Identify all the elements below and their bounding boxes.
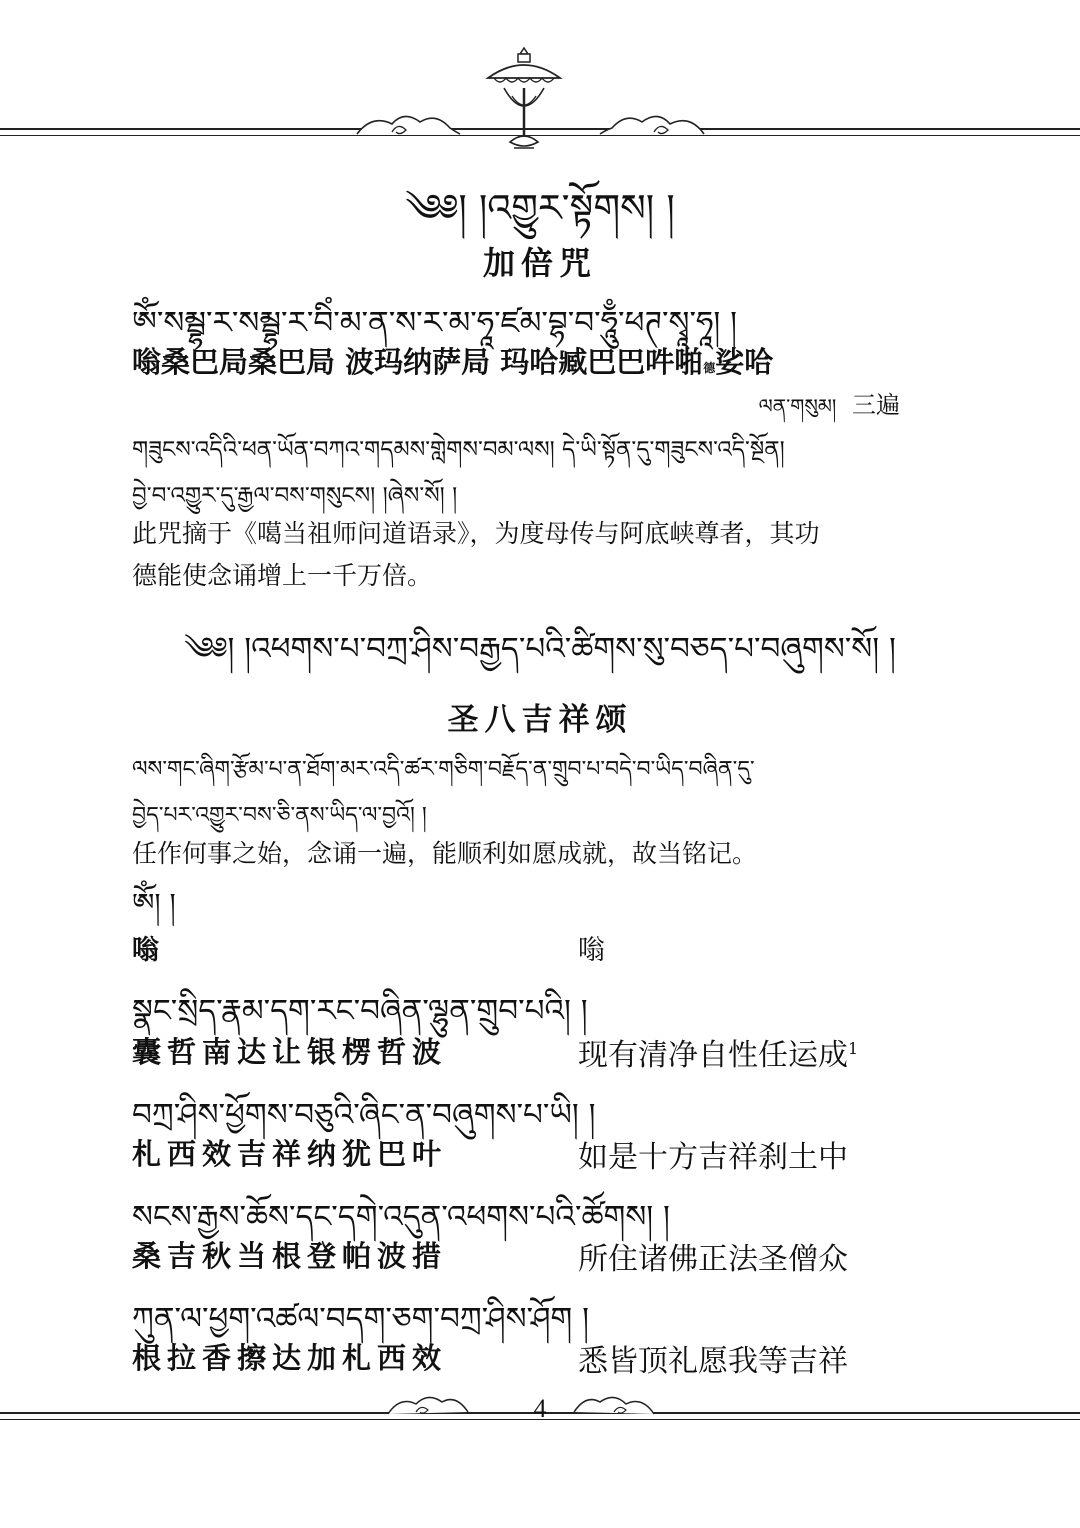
chinese-heading-2: 圣八吉祥颂 bbox=[447, 702, 633, 738]
verse-4-translation: 悉皆顶礼愿我等吉祥 bbox=[578, 1344, 848, 1379]
verse-3-tibetan: སངས་རྒྱས་ཆོས་དང་དགེ་འདུན་འཕགས་པའི་ཚོགས། ། bbox=[132, 1199, 670, 1235]
verse-1-translation-text: 现有清净自性任运成 bbox=[578, 1038, 848, 1073]
repeat-chinese: 三遍 bbox=[852, 391, 900, 419]
verse-3-transliteration: 桑吉秋当根登帕波措 bbox=[132, 1239, 448, 1273]
om-transliteration: 嗡 bbox=[132, 935, 159, 966]
intro-chinese: 任作何事之始，念诵一遍，能顺利如愿成就，故当铭记。 bbox=[132, 839, 758, 868]
mantra-tibetan: ཨོཾ་སམྦྷ་ར་སམྦྷ་ར་བིཾ་མ་ན་ས་ར་མ་ཧཱ་ཛམ་བྷ་བ་ཧཱུྃ་ཕཊ་སྭཱ་ཧཱ། ། bbox=[132, 305, 738, 341]
source-tibetan-line-1: གཟུངས་འདིའི་ཕན་ཡོན་བཀའ་གདམས་གླེགས་བམ་ལས། དེ་ཡི་སྟོན་དུ་གཟུངས་འདི་སྔོན། bbox=[132, 437, 785, 463]
intro-tibetan-line-1: ལས་གང་ཞིག་རྩོམ་པ་ན་ཐོག་མར་འདི་ཚར་གཅིག་བརྗོད་ན་གྲུབ་པ་བདེ་བ་ཡིད་བཞིན་དུ་ bbox=[132, 757, 755, 782]
verse-4-transliteration: 根拉香擦达加札西效 bbox=[132, 1341, 448, 1375]
source-chinese-line-1: 此咒摘于《噶当祖师问道语录》，为度母传与阿底峡尊者，其功 bbox=[132, 519, 820, 548]
tibetan-heading-2: ༄༅། །འཕགས་པ་བཀྲ་ཤིས་བརྒྱད་པའི་ཚིགས་སུ་བཅད་པ་བཞུགས་སོ། ། bbox=[184, 631, 896, 667]
parasol-emblem-icon bbox=[474, 44, 574, 156]
verse-1-tibetan: སྣང་སྲིད་རྣམ་དག་རང་བཞིན་ལྷུན་གྲུབ་པའི། ། bbox=[132, 993, 588, 1029]
verse-1-transliteration: 囊哲南达让银楞哲波 bbox=[132, 1035, 448, 1069]
footnote-marker: 1 bbox=[848, 1039, 859, 1058]
source-tibetan-line-2: བྱེ་བ་འགྱུར་དུ་རྒྱལ་བས་གསུངས། །ཞེས་སོ། ། bbox=[132, 483, 458, 509]
mantra-chinese-main: 嗡桑巴局桑巴局 波玛纳萨局 玛哈臧巴巴吽啪 bbox=[132, 345, 704, 379]
page-number: 4 bbox=[533, 1394, 547, 1423]
verse-1-translation bbox=[578, 1030, 858, 1074]
mantra-chinese bbox=[132, 340, 773, 381]
verse-3-translation: 所住诸佛正法圣僧众 bbox=[578, 1242, 848, 1277]
verse-4-tibetan: ཀུན་ལ་ཕྱག་འཚལ་བདག་ཅག་བཀྲ་ཤིས་ཤོག ། bbox=[132, 1301, 589, 1337]
om-tibetan: ཨོཾ། ། bbox=[132, 887, 176, 920]
verse-2-transliteration: 札西效吉祥纳犹巴叶 bbox=[132, 1137, 448, 1171]
tibetan-heading-1: ༄༅། །འགྱུར་སྟོགས། ། bbox=[405, 186, 675, 230]
intro-tibetan-line-2: བྱེད་པར་འགྱུར་བས་ཅི་ནས་ཡིད་ལ་བྱའོ། ། bbox=[132, 803, 427, 828]
om-translation: 嗡 bbox=[578, 935, 605, 966]
verse-2-tibetan: བཀྲ་ཤིས་ཕྱོགས་བཅུའི་ཞིང་ན་བཞུགས་པ་ཡི། ། bbox=[132, 1097, 596, 1133]
cloud-ornament-right bbox=[598, 110, 708, 140]
mantra-chinese-end: 娑哈 bbox=[715, 345, 774, 379]
verse-2-translation: 如是十方吉祥刹土中 bbox=[578, 1140, 848, 1175]
mantra-chinese-small: 德 bbox=[703, 361, 716, 375]
chinese-heading-1: 加倍咒 bbox=[482, 244, 597, 282]
repeat-tibetan: ལན་གསུམ། bbox=[758, 394, 837, 418]
source-chinese-line-2: 德能使念诵增上一千万倍。 bbox=[132, 561, 433, 590]
cloud-ornament-left bbox=[352, 110, 462, 140]
